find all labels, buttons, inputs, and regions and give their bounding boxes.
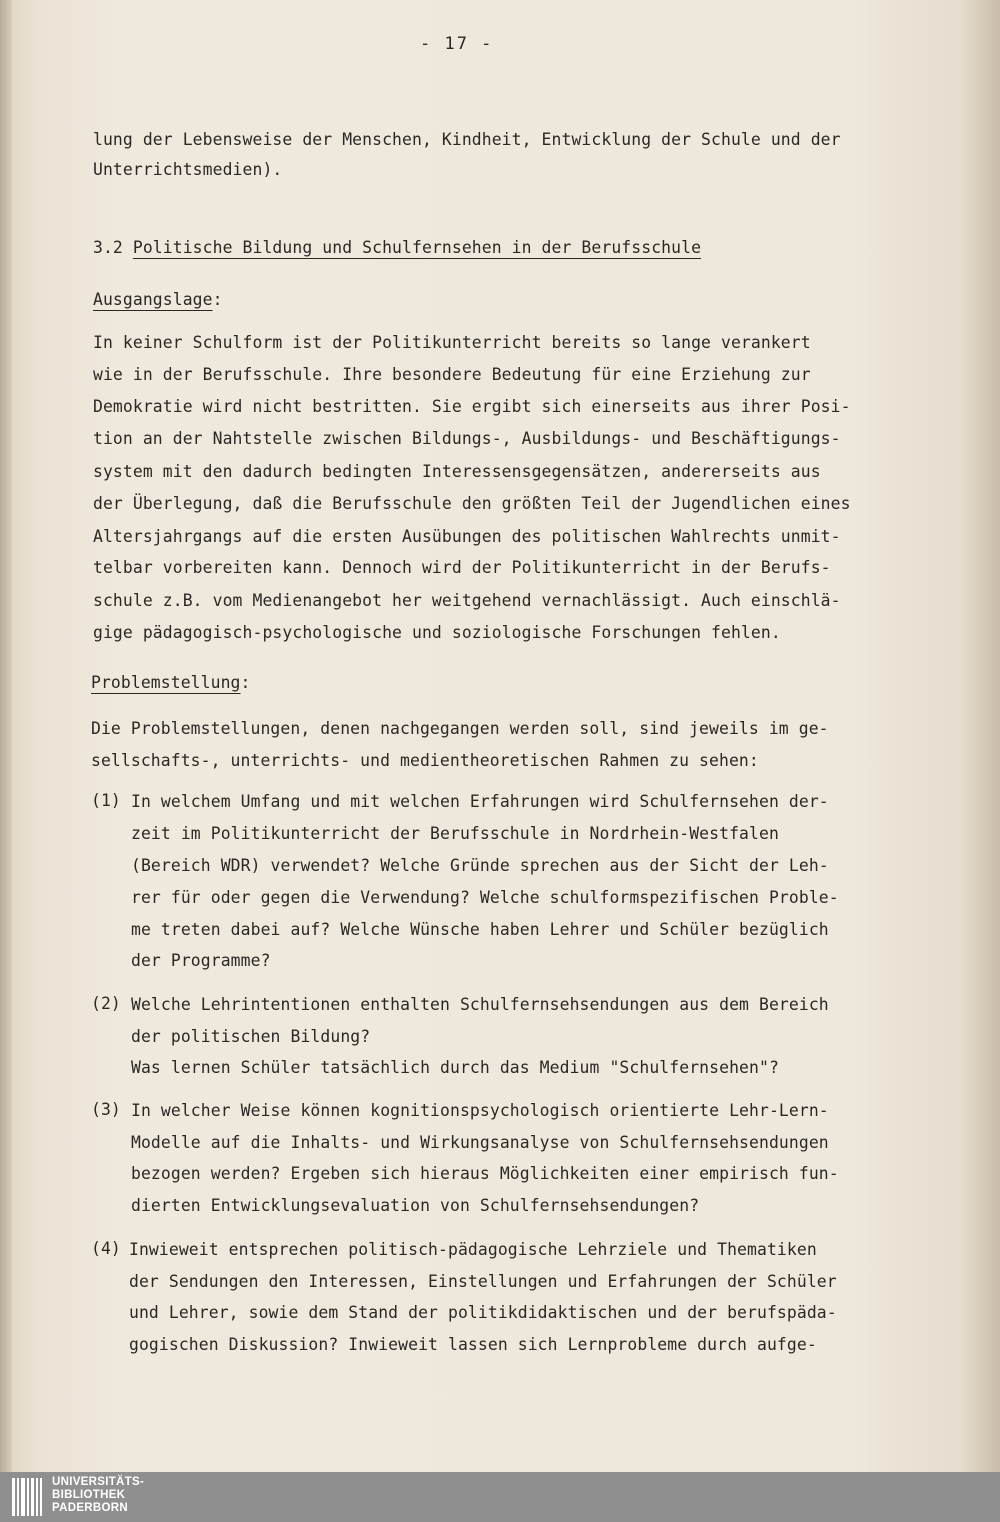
list-item-line: me treten dabei auf? Welche Wünsche haben Lehrer und Schüler bezüglich bbox=[131, 920, 829, 939]
list-item-line: In welchem Umfang und mit welchen Erfahrungen wird Schulfernsehen der- bbox=[131, 792, 829, 811]
text-line: der Überlegung, daß die Berufsschule den größten Teil der Jugendlichen eines bbox=[93, 494, 851, 513]
list-item-line: und Lehrer, sowie dem Stand der politikdidaktischen und der berufspäda- bbox=[129, 1303, 837, 1322]
library-logo-text bbox=[52, 1476, 144, 1515]
list-item-label: (3) bbox=[91, 1100, 121, 1119]
text-line: In keiner Schulform ist der Politikunterricht bereits so lange verankert bbox=[93, 333, 811, 352]
logo-line: BIBLIOTHEK bbox=[52, 1489, 126, 1501]
section-heading bbox=[93, 238, 701, 257]
list-item-line: gogischen Diskussion? Inwieweit lassen sich Lernprobleme durch aufge- bbox=[129, 1335, 817, 1354]
section-title: Politische Bildung und Schulfernsehen in der Berufsschule bbox=[132, 238, 702, 257]
list-item-line: rer für oder gegen die Verwendung? Welche schulformspezifischen Proble- bbox=[131, 888, 839, 907]
binding-edge bbox=[0, 0, 12, 1472]
problemstellung-heading: Problemstellung bbox=[91, 673, 241, 692]
list-item-line: der Programme? bbox=[131, 951, 271, 970]
library-logo-icon bbox=[10, 1474, 44, 1520]
list-item-line: der Sendungen den Interessen, Einstellungen und Erfahrungen der Schüler bbox=[129, 1272, 837, 1291]
heading-colon: : bbox=[240, 673, 251, 692]
list-item-line: Welche Lehrintentionen enthalten Schulfernsehsendungen aus dem Bereich bbox=[131, 995, 829, 1014]
text-line: system mit den dadurch bedingten Interessensgegensätzen, andererseits aus bbox=[93, 462, 821, 481]
text-line: Unterrichtsmedien). bbox=[93, 160, 283, 179]
ausgangslage-heading: Ausgangslage bbox=[93, 290, 213, 309]
text-line: gige pädagogisch-psychologische und soziologische Forschungen fehlen. bbox=[93, 623, 781, 642]
text-line: telbar vorbereiten kann. Dennoch wird der Politikunterricht in der Berufs- bbox=[93, 558, 831, 577]
section-number: 3.2 bbox=[93, 238, 123, 257]
text-line: Die Problemstellungen, denen nachgegangen werden soll, sind jeweils im ge- bbox=[91, 719, 829, 738]
text-line: tion an der Nahtstelle zwischen Bildungs-, Ausbildungs- und Beschäftigungs- bbox=[93, 429, 841, 448]
text-line: wie in der Berufsschule. Ihre besondere Bedeutung für eine Erziehung zur bbox=[93, 365, 811, 384]
list-item-line: bezogen werden? Ergeben sich hieraus Möglichkeiten einer empirisch fun- bbox=[131, 1164, 839, 1183]
list-item-line: In welcher Weise können kognitionspsychologisch orientierte Lehr-Lern- bbox=[131, 1101, 829, 1120]
subheading-problemstellung bbox=[91, 673, 251, 692]
subheading-ausgangslage bbox=[93, 290, 223, 309]
text-line: Altersjahrgangs auf die ersten Ausübungen des politischen Wahlrechts unmit- bbox=[93, 527, 841, 546]
text-line: lung der Lebensweise der Menschen, Kindheit, Entwicklung der Schule und der bbox=[93, 130, 841, 149]
list-item-line: zeit im Politikunterricht der Berufsschule in Nordrhein-Westfalen bbox=[131, 824, 779, 843]
list-item-line: der politischen Bildung? bbox=[131, 1027, 371, 1046]
heading-colon: : bbox=[212, 290, 223, 309]
logo-line: UNIVERSITÄTS- bbox=[52, 1476, 145, 1488]
list-item-line: dierten Entwicklungsevaluation von Schulfernsehsendungen? bbox=[131, 1196, 700, 1215]
list-item-line: (Bereich WDR) verwendet? Welche Gründe sprechen aus der Sicht der Leh- bbox=[131, 856, 829, 875]
list-item-label: (1) bbox=[91, 791, 121, 810]
logo-line: PADERBORN bbox=[52, 1502, 128, 1514]
text-line: sellschafts-, unterrichts- und medientheoretischen Rahmen zu sehen: bbox=[91, 751, 759, 770]
list-item-line: Inwieweit entsprechen politisch-pädagogische Lehrziele und Thematiken bbox=[129, 1240, 817, 1259]
text-line: schule z.B. vom Medienangebot her weitgehend vernachlässigt. Auch einschlä- bbox=[93, 591, 841, 610]
library-footer-bar bbox=[0, 1472, 1000, 1522]
list-item-label: (4) bbox=[91, 1239, 121, 1258]
page-number: - 17 - bbox=[420, 34, 494, 54]
list-item-label: (2) bbox=[91, 994, 121, 1013]
list-item-line: Modelle auf die Inhalts- und Wirkungsanalyse von Schulfernsehsendungen bbox=[131, 1133, 829, 1152]
list-item-line: Was lernen Schüler tatsächlich durch das Medium "Schulfernsehen"? bbox=[131, 1058, 779, 1077]
text-line: Demokratie wird nicht bestritten. Sie ergibt sich einerseits aus ihrer Posi- bbox=[93, 397, 851, 416]
